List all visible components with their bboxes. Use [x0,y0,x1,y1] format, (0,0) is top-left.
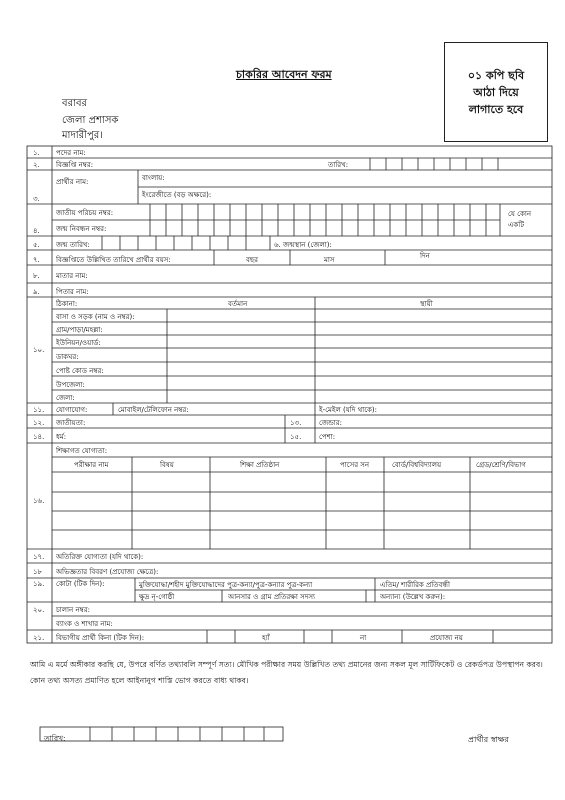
edu-col-passing-year: পাসের সন [340,461,370,469]
challan-label: চালান নম্বর: [56,606,90,614]
gender-label: জেন্ডার: [319,419,342,427]
photo-note-line-1: ০১ কপি ছবি [467,68,525,82]
profession-label: পেশা: [319,433,336,441]
footer-date-label: তারিখ: [44,734,66,743]
row-11-number: ১১. [33,406,45,414]
row-17-number: ১৭. [33,553,45,561]
father-name-label: পিতার নাম: [56,288,89,296]
experience-label: অভিজ্ঞতার বিবরণ (প্রযোজ্য ক্ষেত্রে): [56,568,159,576]
nationality-label: জাতীয়তা: [56,419,86,427]
bank-branch-label: ব্যাংক ও শাখার নাম: [56,620,113,628]
circular-number-label: বিজ্ঞপ্তি নম্বর: [56,161,94,169]
post-name-label: পদের নাম: [56,149,86,157]
either-one-note-2: একটি [508,221,525,229]
email-label: ই-মেইল (যদি থাকে): [319,406,378,414]
age-year-label: বছর [246,256,258,264]
quota-other: অন্যান্য (উল্লেখ করুন): [380,593,446,601]
option-yes: হ্যাঁ [262,634,270,642]
row-13-number: ১৩. [290,419,302,427]
address-line-3: মাদারীপুর। [62,130,103,141]
education-label: শিক্ষাগত যোগ্যতা: [56,447,108,455]
present-address-header: বর্তমান [228,300,248,308]
applicant-signature-label: প্রার্থীর স্বাক্ষর [468,735,509,744]
additional-qualification-label: অতিরিক্ত যোগ্যতা (যদি থাকে): [56,553,144,561]
address-label: ঠিকানা: [56,300,78,308]
row-8-number: ৮. [33,272,40,280]
either-one-note-1: যে কোন [508,210,532,218]
mobile-label: মোবাইল/টেলিফোন নম্বর: [118,406,189,414]
option-not-applicable: প্রযোজ্য নয় [430,634,463,642]
form-title: চাকরির আবেদন ফরম [236,68,332,81]
row-3-number: ৩. [33,195,40,203]
row-15-number: ১৫. [290,433,302,441]
religion-label: ধর্ম: [56,433,67,441]
permanent-address-header: স্থায়ী [420,300,433,308]
name-english-label: ইংরেজীতে (বড় অক্ষরে): [142,191,212,199]
departmental-candidate-label: বিভাগীয় প্রার্থী কিনা (টিক দিন): [56,634,145,642]
photo-note-line-2: আঠা দিয়ে [473,85,519,99]
row-21-number: ২১. [33,634,45,642]
edu-col-institution: শিক্ষা প্রতিষ্ঠান [240,461,280,469]
quota-label: কোটা (টিক দিন): [56,580,105,588]
row-20-number: ২০. [33,606,45,614]
edu-col-exam: পরীক্ষার নাম [74,461,109,469]
dob-label: জন্ম তারিখ: [56,241,90,249]
name-bangla-label: বাংলায়: [142,174,165,182]
quota-ansar: আনসার ও গ্রাম প্রতিরক্ষা সদস্য [228,593,316,601]
address-line-2: জেলা প্রশাসক [62,115,119,126]
row-9-number: ৯. [33,288,40,296]
edu-col-board: বোর্ড/বিশ্ববিদ্যালয় [392,461,442,469]
age-day-label: দিন [420,252,430,260]
photo-note-line-3: লাগাতে হবে [468,102,524,116]
address-field-district: জেলা: [56,394,75,402]
birth-reg-label: জন্ম নিবন্ধন নম্বর: [56,225,107,233]
declaration-line-2: কোন তথ্য অসত্য প্রমাণিত হলে আইনানুগ শাস্তি ভোগ করতে বাধ্য থাকব। [30,676,249,685]
row-2-number: ২. [33,161,40,169]
applicant-name-label: প্রার্থীর নাম: [56,178,89,186]
row-5-number: ৫. [33,241,40,249]
edu-col-grade: গ্রেড/শ্রেণি/বিভাগ [476,461,526,469]
row-19-number: ১৯. [33,580,45,588]
quota-orphan-disabled: এতিম/ শারীরিক প্রতিবন্ধী [380,581,450,589]
address-field-post-office: ডাকঘর: [56,353,79,361]
age-label: বিজ্ঞপ্তিতে উল্লিখিত তারিখে প্রার্থীর বয়স: [56,256,171,264]
row-7-number: ৭. [33,256,40,264]
address-field-house: বাসা ও সড়ক (নাম ও নম্বর): [56,313,135,321]
row-4-number: ৪. [33,227,40,235]
contact-label: যোগাযোগ: [56,406,88,414]
age-month-label: মাস [324,256,335,264]
row-14-number: ১৪. [33,433,45,441]
quota-freedom-fighter: মুক্তিযোদ্ধা/শহীদ মুক্তিযোদ্ধাদের পুত্র-কন্যা/পুত্র-কন্যার পুত্র-কন্যা [139,581,313,589]
address-field-union: ইউনিয়ন/ওয়ার্ড: [56,339,101,347]
circular-date-label: তারিখ: [328,161,349,169]
row-10-number: ১০. [33,346,45,354]
address-field-village: গ্রাম/পাড়া/মহল্লা: [56,326,103,334]
option-no: না [360,634,367,642]
address-field-post-code: পোষ্ট কোড নম্বর: [56,367,104,375]
row-18-number: ১৮ [33,568,43,576]
address-line-1: বরাবর [62,98,88,109]
nid-label: জাতীয় পরিচয় নম্বর: [56,209,114,217]
quota-ethnic: ক্ষুদ্র নৃ-গোষ্ঠী [139,593,175,601]
mother-name-label: মাতার নাম: [56,272,88,280]
address-field-upazila: উপজেলা: [56,381,85,389]
declaration-line-1: আমি এ মর্মে অঙ্গীকার করছি যে, উপরে বর্ণিত তথ্যাবলি সম্পূর্ণ সত্য। মৌখিক পরীক্ষার সময় উল্লিখিত তথ্য প্রমানের জন্য সকল মূল সার্টিফিকেট ও রেকর্ডপত্র উপস্থাপন করব। [30,660,543,669]
row-1-number: ১. [33,149,40,157]
row-16-number: ১৬. [33,497,45,505]
row-12-number: ১২. [33,419,45,427]
birthplace-label: ৬. জন্মস্থান (জেলা): [274,241,332,249]
edu-col-subject: বিষয় [160,461,174,469]
